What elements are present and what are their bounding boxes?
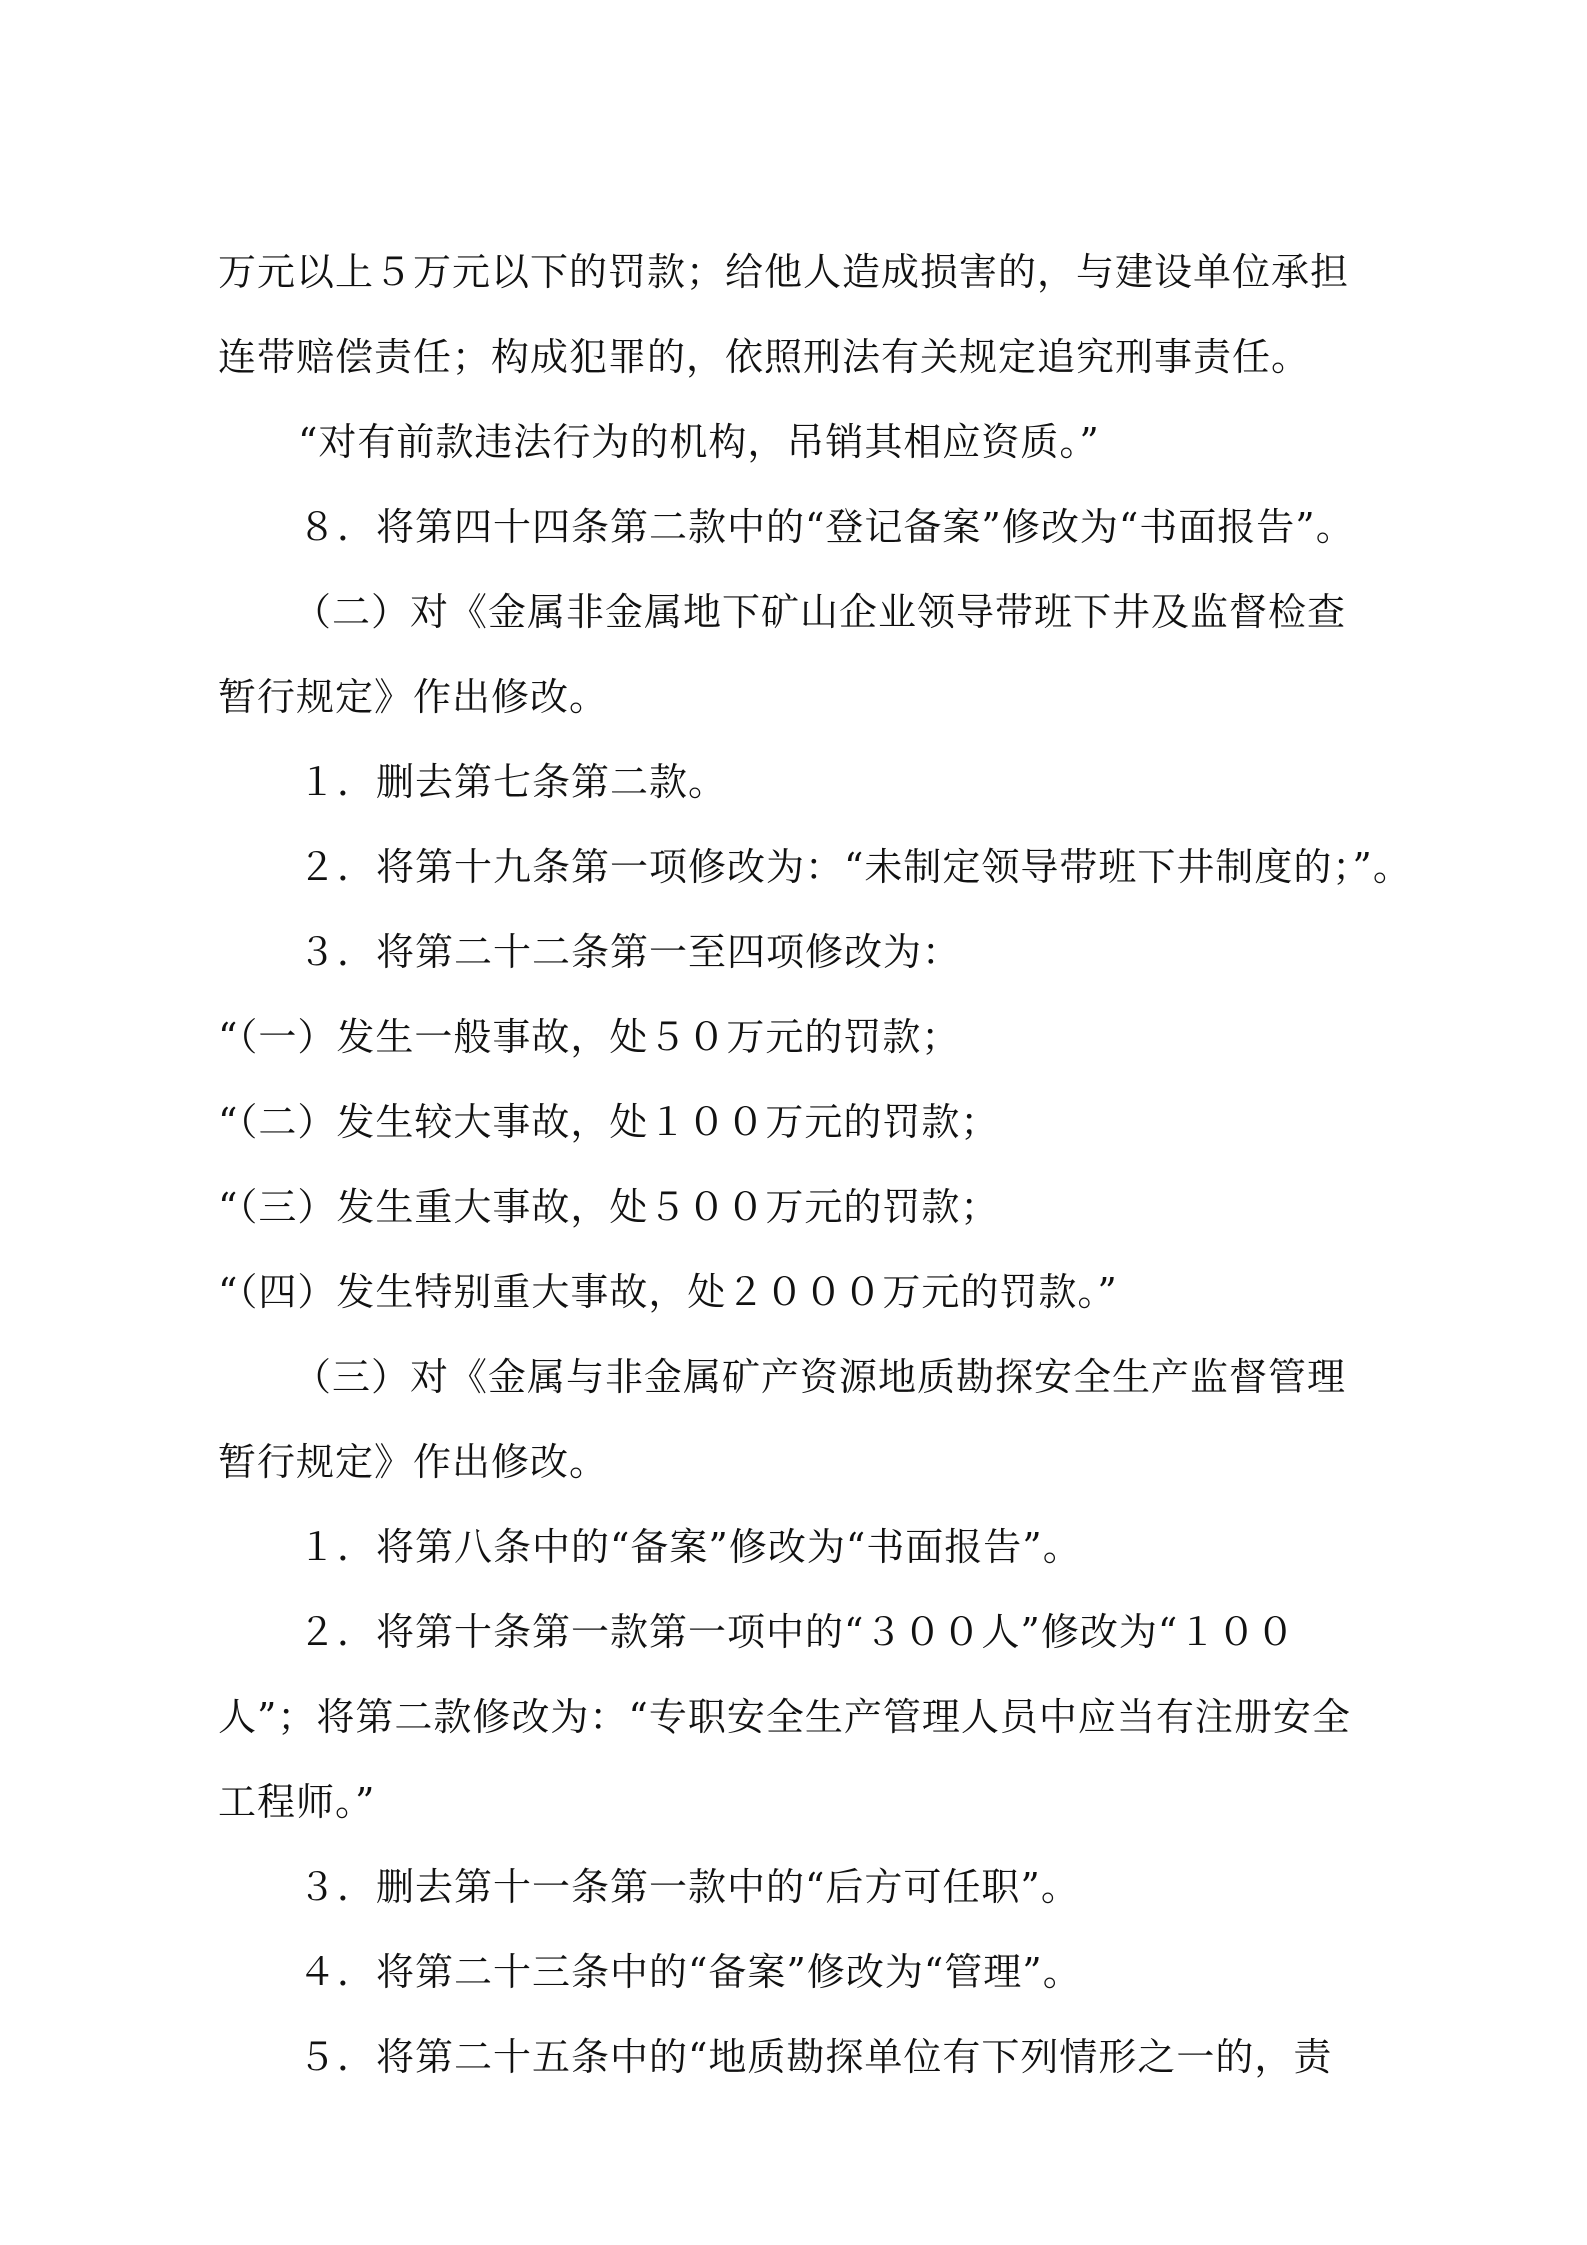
text-line: ３．将第二十二条第一至四项修改为： [298, 930, 962, 974]
text-line: 暂行规定》作出修改。 [218, 675, 609, 719]
text-line: ２．将第十条第一款第一项中的“３００人”修改为“１００ [298, 1610, 1296, 1654]
text-line: 工程师。” [218, 1780, 376, 1824]
text-line: １．删去第七条第二款。 [298, 760, 728, 804]
text-line: ５．将第二十五条中的“地质勘探单位有下列情形之一的，责 [298, 2035, 1333, 2079]
text-line: ４．将第二十三条中的“备案”修改为“管理”。 [298, 1950, 1082, 1994]
text-line: 万元以上５万元以下的罚款；给他人造成损害的，与建设单位承担 [218, 250, 1350, 294]
text-line: 暂行规定》作出修改。 [218, 1440, 609, 1484]
text-line: ８．将第四十四条第二款中的“登记备案”修改为“书面报告”。 [298, 505, 1355, 549]
text-line: ３．删去第十一条第一款中的“后方可任职”。 [298, 1865, 1080, 1909]
text-line: “（一）发生一般事故，处５０万元的罚款； [218, 1015, 961, 1059]
text-line: “（二）发生较大事故，处１００万元的罚款； [218, 1100, 1000, 1144]
text-line: １．将第八条中的“备案”修改为“书面报告”。 [298, 1525, 1082, 1569]
text-line: ２．将第十九条第一项修改为：“未制定领导带班下井制度的；”。 [298, 845, 1412, 889]
text-line: “（三）发生重大事故，处５００万元的罚款； [218, 1185, 1000, 1229]
text-line: “对有前款违法行为的机构，吊销其相应资质。” [298, 420, 1100, 464]
text-line: 连带赔偿责任；构成犯罪的，依照刑法有关规定追究刑事责任。 [218, 335, 1311, 379]
text-line: 人”；将第二款修改为：“专职安全生产管理人员中应当有注册安全 [218, 1695, 1351, 1739]
text-line: （三）对《金属与非金属矿产资源地质勘探安全生产监督管理 [293, 1355, 1347, 1399]
text-line: “（四）发生特别重大事故，处２０００万元的罚款。” [218, 1270, 1118, 1314]
text-line: （二）对《金属非金属地下矿山企业领导带班下井及监督检查 [293, 590, 1347, 634]
